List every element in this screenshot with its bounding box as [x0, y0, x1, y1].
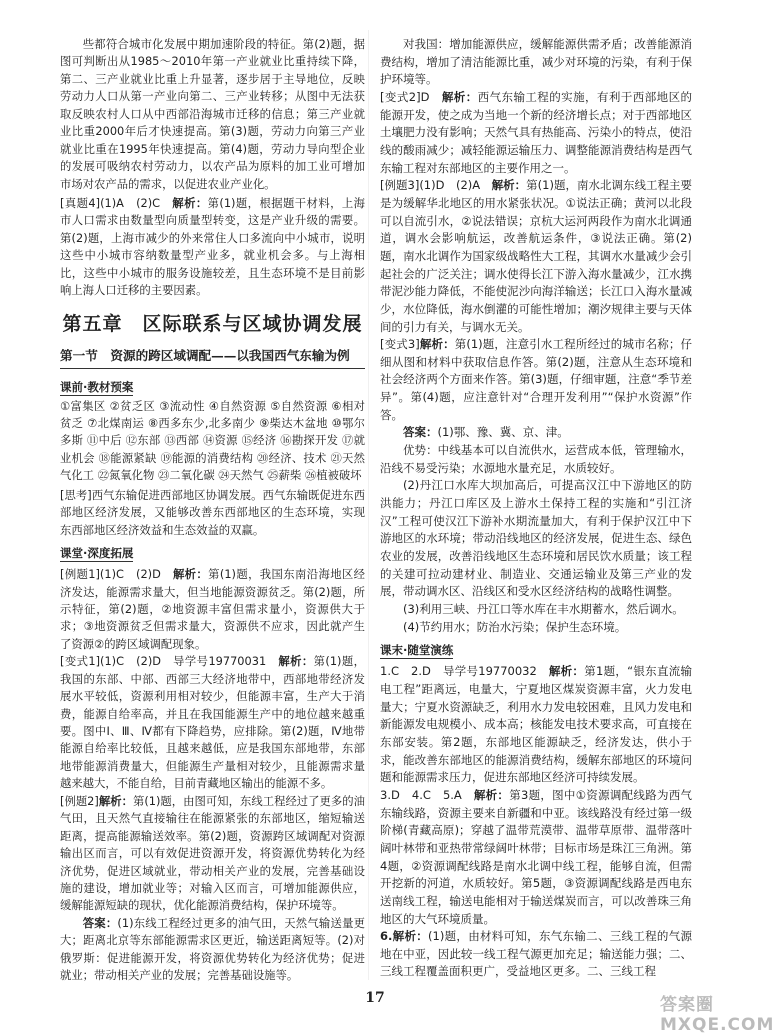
section-tag: 课末·随堂演练	[380, 643, 454, 658]
analysis-label: 解析：	[441, 89, 478, 104]
left-column	[60, 36, 365, 985]
q3-paragraph	[380, 787, 692, 928]
right-column	[380, 36, 692, 981]
analysis-text: 第(1)题，注意引水工程所经过的城市名称；仔细从图和材料中获取信息作答。第(2)题，注意从生态环境和社会经济两个方面来作答。第(3)题，仔细审题，注意“季节差异”。第(4)题，应注意针对“合理开发利用”“保护水资源”作答。	[380, 337, 692, 422]
answer: (1)C (2)D	[99, 567, 173, 582]
watermark-logo: 答案圈 MXQE.COM	[660, 995, 774, 1035]
question-label: [真题4]	[60, 195, 101, 210]
liti3-paragraph	[380, 177, 692, 336]
question-label: [变式2]	[380, 89, 421, 104]
question-label: [例题1]	[60, 567, 100, 582]
answer: 1.C 2.D 导学号19770032	[380, 664, 549, 679]
paragraph: 优势：中线基本可以自流供水，运营成本低，管理输水，沿线不易受污染；水源地水量充足，水质较好。	[380, 443, 692, 475]
answer-paragraph	[380, 424, 692, 442]
page-number: 17	[365, 990, 385, 1006]
q1-paragraph	[380, 663, 692, 787]
analysis-label: 解析：	[548, 664, 585, 679]
analysis-text: 第(1)题，根据题干材料，上海市人口需求由数量型向质量型转变，这是产业升级的需要。第(2)题，上海市减少的外来常住人口多流向中小城市，说明这些中小城市容纳数量型产业多，就业机会多。与上海相比，这些中小城市的服务设施较差，且生态环境不是目前影响上海人口迁移的主要因素。	[60, 195, 365, 298]
answer-label: 答案：	[403, 425, 438, 440]
analysis-label: 解析：	[172, 195, 208, 210]
chapter-title: 第五章 区际联系与区域协调发展	[62, 312, 363, 335]
answer-list: ①富集区 ②贫乏区 ③流动性 ④自然资源 ⑤自然资源 ⑥相对贫乏 ⑦北煤南运 ⑧西多东少,北多南少 ⑨柴达木盆地 ⑩鄂尔多斯 ⑪中后 ⑫东部 ⑬西部 ⑭资源 ⑮经济 ⑯勘探开发 ⑰就业机会 ⑱能源紧缺 ⑲能源的消费结构 ⑳经济、技术 ㉑天然气化工 ㉒氮氧化物 ㉓二氧化碳 ㉔天然气 ㉕薪柴 ㉖植被破坏	[60, 398, 365, 483]
paragraph: (4)节约用水；防治水污染；保护生态环境。	[403, 619, 627, 634]
analysis-label: 解析：	[491, 178, 527, 193]
answer: (1)A (2)C	[100, 195, 173, 210]
answer-paragraph	[60, 915, 365, 985]
analysis-label: 6.解析：	[380, 929, 429, 944]
question-label: [例题2]	[60, 793, 99, 808]
analysis-label: 解析：	[278, 654, 314, 669]
question-label: [变式3]	[380, 337, 420, 352]
paragraph: 些都符合城市化发展中期加速阶段的特征。第(2)题，据图可判断出从1985～2010年第一产业就业比重持续下降，第二、三产业就业比重上升显著，逐步居于主导地位，反映劳动力人口从第一产业向第二、三产业转移；从图中无法获取反映农村人口从中西部沿海城市迁移的信息；第三产业就业比重2000年后才快速提高。第(3)题，劳动力向第三产业就业比重在1995年快速提高。第(4)题，劳动力导向型企业的发展可吸纳农村劳动力，以农产品为原料的加工业可增加市场对农产品的需求，以促进农业产业化。	[60, 37, 365, 191]
analysis-text: 第(1)题，由图可知，东线工程经过了更多的油气田，且天然气直接输往在能源紧张的东部地区，缩短输送距离，提高能源输送效率。第(2)题，资源跨区域调配对资源输出区而言，可以有效促进资源开发，将资源优势转化为经济优势，促进区域就业，带动相关产业的发展，完善基础设施的建设，增加就业等；对输入区而言，可增加能源供应，缓解能源短缺的现状，优化能源消费结构，保护环境等。	[60, 793, 365, 913]
paragraph: 对我国：增加能源供应，缓解能源供需矛盾；改善能源消费结构，增加了清洁能源比重，减少对环境的污染，有利于保护环境等。	[380, 37, 692, 87]
answer: 3.D 4.C 5.A	[380, 787, 474, 802]
q6-paragraph	[380, 928, 692, 981]
answer: (1)C (2)D 导学号19770031	[100, 654, 279, 669]
liti1-paragraph	[60, 566, 365, 653]
bianshi2-paragraph	[380, 89, 692, 177]
analysis-text: 第(1)题，我国东南沿海地区经济发达，能源需求量大，但当地能源资源贫乏。第(2)题，所示特征，第(2)题，②地资源丰富但需求量小，资源供大于求；③地资源贫乏但需求量大，资源供不应求，因此就产生了资源②的跨区域调配现象。	[60, 567, 365, 651]
analysis-text: 第(1)题，南水北调东线工程主要是为缓解华北地区的用水紧张状况。①说法正确；黄河以北段可以自流引水，②说法错误；京杭大运河两段作为南水北调通道，调水会影响航运，改善航运条件，③说法正确。第(2)题，南水北调作为国家级战略性大工程，其调水水量减少会引起社会的广泛关注；调水使得长江下游入海水量减少，江水携带泥沙能力降低，不能使泥沙向海洋输送；长江口入海水量减少，水位降低，海水倒灌的可能性增加；潮汐规律主要与天体间的引力有关，与调水无关。	[380, 178, 692, 334]
sikao-text: 西气东输促进西部地区协调发展。西气东输既促进东西部地区经济发展，又能够改善东西部地区的生态环境，实现东西部地区经济效益和生态效益的双赢。	[60, 487, 366, 537]
bianshi1-paragraph	[60, 653, 365, 793]
paragraph: (2)丹江口水库大坝加高后，可提高汉江中下游地区的防洪能力；丹江口库区及上游水土保持工程的实施和“引江济汉”工程可使汉江下游补水期流量加大，有利于保护汉江中下游地区的水环境；带动沿线地区的经济发展，促进生态、绿色农业的发展，改善沿线地区生态环境和居民饮水质量；该工程的关建可拉动建材业、制造业、交通运输业及第三产业的发展，带动调水区、沿线区和受水区经济结构的战略性调整。	[380, 478, 692, 599]
liti2-paragraph	[60, 793, 365, 915]
section-tag: 课堂·深度拓展	[60, 546, 134, 561]
analysis-label: 解析：	[172, 567, 209, 582]
answer-label: 答案：	[82, 915, 118, 930]
question-label: [例题3]	[380, 178, 420, 193]
answer: D	[420, 89, 442, 104]
analysis-text: (1)题，由材料可知，东气东输二、三线工程的气源地在中亚，因此较一线工程气源更加充足；输送能力强；二、三线工程覆盖面积更广，受益地区更多。二、三线工程	[380, 929, 692, 979]
analysis-label: 解析：	[419, 337, 455, 352]
section-title: 第一节 资源的跨区域调配——以我国西气东输为例	[60, 346, 365, 369]
column-divider	[368, 30, 369, 980]
analysis-label: 解析：	[473, 787, 510, 802]
answer-text: (1)东线工程经过更多的油气田，天然气输送量更大；距离北京等东部能源需求区更近，输送距离短等。(2)对俄罗斯：促进能源开发，将资源优势转化为经济优势；促进就业；带动相关产业的发展；完善基础设施等。	[60, 915, 365, 983]
section-tag: 课前·教材预案	[60, 379, 134, 394]
bianshi3-paragraph	[380, 336, 692, 424]
analysis-label: 解析：	[98, 793, 133, 808]
question-label: [思考]	[60, 487, 92, 502]
analysis-text: 第3题，图中①资源调配线路为西气东输线路，资源主要来自新疆和中亚。该线路没有经过第一级阶梯(青藏高原)；穿越了温带荒漠带、温带草原带、温带落叶阔叶林带和亚热带常绿阔叶林带；目标市场是珠江三角洲。第4题，②资源调配线路是南水北调中线工程，能够自流，但需开挖新的河道，水质较好。第5题，③资源调配线路是西电东送南线工程，输送电能相对于输送煤炭而言，可以改善珠三角地区的大气环境质量。	[380, 787, 693, 926]
zhenti4-paragraph	[60, 195, 365, 300]
answer: (1)D (2)A	[419, 178, 492, 193]
analysis-text: 第1题，“银东直流输电工程”距离远，电量大，宁夏地区煤炭资源丰富，火力发电量大；宁夏水资源缺乏，利用水力发电较困难，且风力发电和新能源发电规模小、成本高；核能发电技术要求高，可直接在东部安装。第2题，东部地区能源缺乏，经济发达，供小于求，能改善东部地区的能源消费结构，缓解东部地区的环境问题和能源需求压力，促进东部地区经济可持续发展。	[380, 664, 692, 785]
question-label: [变式1]	[60, 654, 101, 669]
paragraph: (3)利用三峡、丹江口等水库在丰水期蓄水，然后调水。	[403, 602, 684, 616]
analysis-text: 西气东输工程的实施，有利于西部地区的能源开发，使之成为当地一个新的经济增长点；对于西部地区土壤肥力没有影响；天然气具有热能高、污染小的特点，使沿线的酸雨减少；减轻能源运输压力、调整能源消费结构是西气东输工程对东部地区的主要作用之一。	[380, 89, 693, 175]
answer-text: (1)鄂、豫、冀、京、津。	[437, 425, 569, 440]
analysis-text: 第(1)题，我国的东部、中部、西部三大经济地带中，西部地带经济发展水平较低，资源利用相对较少，但能源丰富，生产大于消费，能源自给率高，并且在我国能源生产中的地位越来越重要。图中Ⅰ、Ⅲ、Ⅳ都有下降趋势，应排除。第(2)题，Ⅳ地带能源自给率比较低，且越来越低，应是我国东部地带，东部地带能源消费量大，但能源生产量相对较少，且能源需求量越来越大，不能自给，目前青藏地区输出的能源不多。	[60, 654, 365, 791]
sikao-paragraph	[60, 487, 365, 539]
